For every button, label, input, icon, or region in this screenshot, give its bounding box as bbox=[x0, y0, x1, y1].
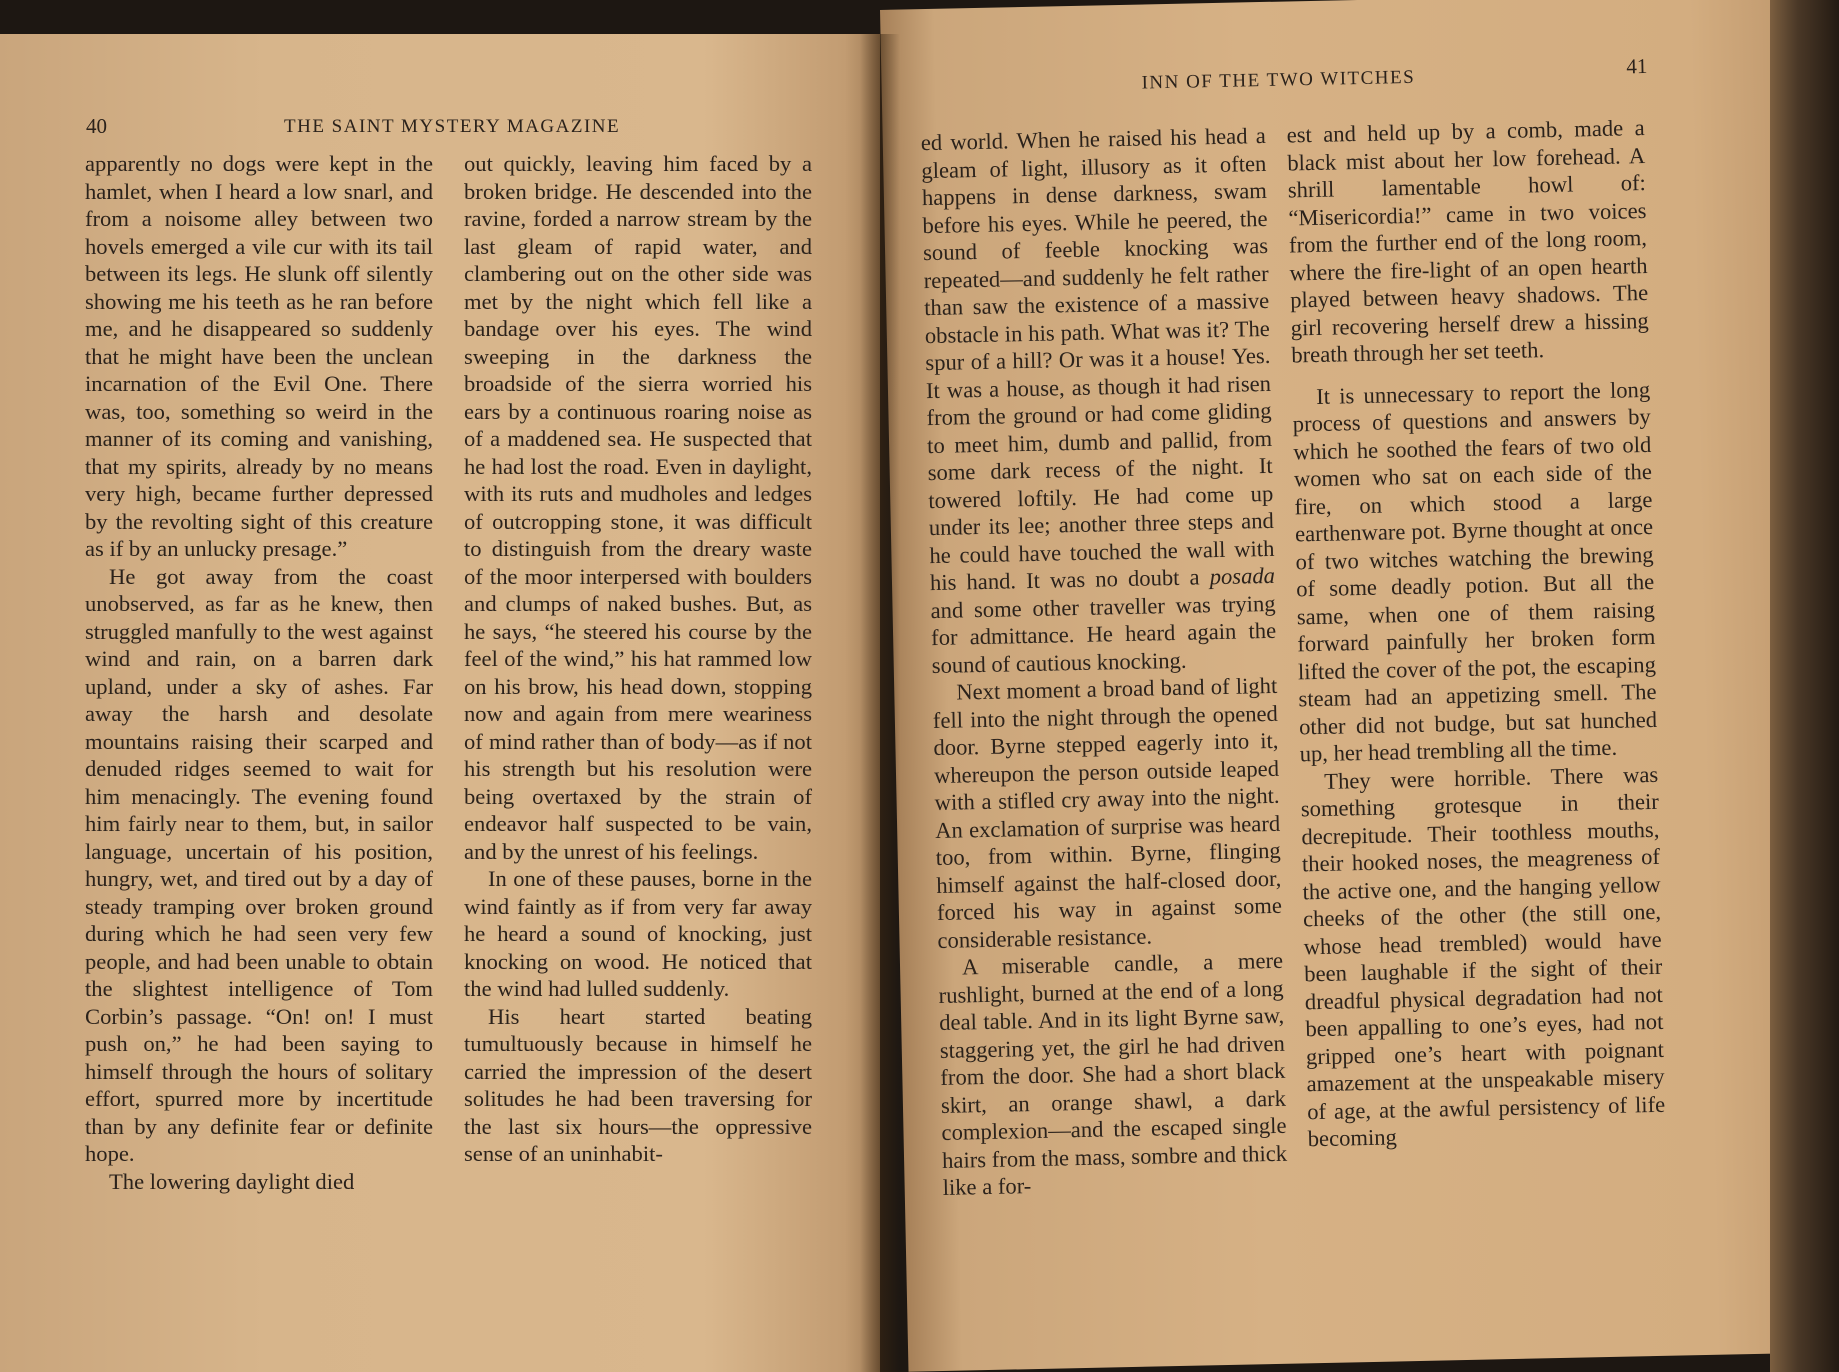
book-gutter bbox=[860, 34, 900, 1372]
right-page bbox=[880, 0, 1808, 1372]
left-page bbox=[0, 34, 880, 1372]
paragraph: apparently no dogs were kept in the hamlet, when I heard a low snarl, and from a noisome alley between two hovels emerged a vile cur with its tail between its legs. He slunk off silently showing me his teeth as he ran before me, and he disappeared so suddenly that he might have been the unclean incarnation of the Evil One. There was, too, something so weird in the manner of its coming and vanishing, that my spirits, already by no means very high, became further depressed by the revolting sight of this creature as if by an unlucky presage.” bbox=[85, 151, 433, 561]
running-head: INN OF THE TWO WITCHES bbox=[1141, 66, 1416, 94]
text-run: and some other traveller was trying for admittance. He heard again the sound of cautious knocking. bbox=[930, 590, 1277, 678]
paragraph: est and held up by a comb, made a black mist about her low forehead. A shrill lamentable howl of: “Misericordia!” came in two voices from the further end of the long room, where the fire-light of an open hearth played between heavy shadows. The girl recovering herself drew a hissing breath through her set teeth. bbox=[1286, 115, 1649, 368]
text-column-left-2 bbox=[464, 150, 812, 1168]
paragraph bbox=[921, 122, 1277, 679]
text-column-right-1 bbox=[921, 122, 1288, 1201]
paragraph: The lowering daylight died bbox=[109, 1168, 355, 1194]
paragraph: He got away from the coast unobserved, as far as he knew, then struggled manfully to the west against wind and rain, on a barren dark upland, under a sky of ashes. Far away the harsh and desolate mountains raising their scarped and denuded ridges seemed to wait for him menacingly. The evening found him fairly near to them, but, in sailor language, uncertain of his position, hungry, wet, and tired out by a day of steady tramping over broken ground during which he had seen very few people, and had been unable to obtain the slightest intelligence of Tom Corbin’s passage. “On! on! I must push on,” he had been saying to himself through the hours of solitary effort, spurred more by incertitude than by any definite fear or definite hope. bbox=[85, 563, 433, 1166]
paragraph: It is unnecessary to report the long process of questions and answers by which he soothed the fears of two old women who sat on each side of the fire, on which stood a large earthenware pot. Byrne thought at once of two witches watching the brewing of some deadly potion. But all the same, when one of them raising forward painfully her broken form lifted the cover of the pot, the escaping steam had an appetizing smell. The other did not budge, but sat hunched up, her head trembling all the time. bbox=[1292, 376, 1658, 767]
text-run: ed world. When he raised his head a gleam of light, illusory as it often happens in dense darkness, swam before his eyes. While he peered, the sound of feeble knocking was repeated—and suddenly he felt rather than saw the existence of a massive obstacle in his path. What was it? The spur of a hill? Or was it a house! Yes. It was a house, as though it had risen from the ground or had come gliding to meet him, dumb and pallid, from some dark recess of the night. It towered loftily. He had come up under its lee; another three steps and he could have touched the wall with his hand. It was no doubt a bbox=[920, 122, 1275, 596]
page-number: 40 bbox=[86, 114, 107, 138]
text-column-left-1 bbox=[85, 150, 433, 1195]
page-edges bbox=[1770, 0, 1839, 1372]
page-number: 41 bbox=[1626, 53, 1648, 79]
paragraph: Next moment a broad band of light fell into the night through the opened door. Byrne stepped eagerly into it, whereupon the person outside leaped with a stifled cry away into the night. An exclamation of surprise was heard too, from within. Byrne, flinging himself against the half-closed door, forced his way in against some considerable resistance. bbox=[932, 672, 1283, 953]
paragraph: In one of these pauses, borne in the wind faintly as if from very far away he heard a sound of knocking, just knocking on wood. He noticed that the wind had lulled suddenly. bbox=[464, 866, 812, 1001]
text-column-right-2 bbox=[1286, 114, 1666, 1153]
italic-word: posada bbox=[1209, 562, 1276, 590]
paragraph: A miserable candle, a mere rushlight, burned at the end of a long deal table. And in its light Byrne saw, staggering yet, the girl he had driven from the door. She had a short black skirt, an orange shawl, a dark complexion—and the escaped single hairs from the mass, sombre and thick like a for- bbox=[938, 947, 1288, 1200]
paragraph: His heart started beating tumultuously because in himself he carried the impression of the desert solitudes he had been traversing for the last six hours—the oppressive sense of an uninhabit- bbox=[464, 1003, 812, 1166]
paragraph: out quickly, leaving him faced by a broken bridge. He descended into the ravine, forded a narrow stream by the last gleam of rapid water, and clambering out on the other side was met by the night which fell like a bandage over his eyes. The wind sweeping in the darkness the broadside of the sierra worried his ears by a continuous roaring noise as of a maddened sea. He suspected that he had lost the road. Even in daylight, with its ruts and mudholes and ledges of outcropping stone, it was difficult to distinguish from the dreary waste of the moor interpersed with boulders and clumps of naked bushes. But, as he says, “he steered his course by the feel of the wind,” his hat rammed low on his brow, his head down, stopping now and again from mere weariness of mind rather than of body—as if not his strength but his resolution were being overtaxed by the strain of endeavor half suspected to be vain, and by the unrest of his feelings. bbox=[464, 151, 812, 864]
running-head: THE SAINT MYSTERY MAGAZINE bbox=[284, 116, 621, 137]
paragraph: They were horrible. There was something grotesque in their decrepitude. Their toothless mouths, their hooked noses, the meagreness of the active one, and the hanging yellow cheeks of the other (the still one, whose head trembled) would have been laughable if the sight of their dreadful physical degradation had not been appalling to one’s eyes, had not gripped one’s heart with poignant amazement at the unspeakable misery of age, at the awful persistency of life becoming bbox=[1300, 761, 1666, 1152]
